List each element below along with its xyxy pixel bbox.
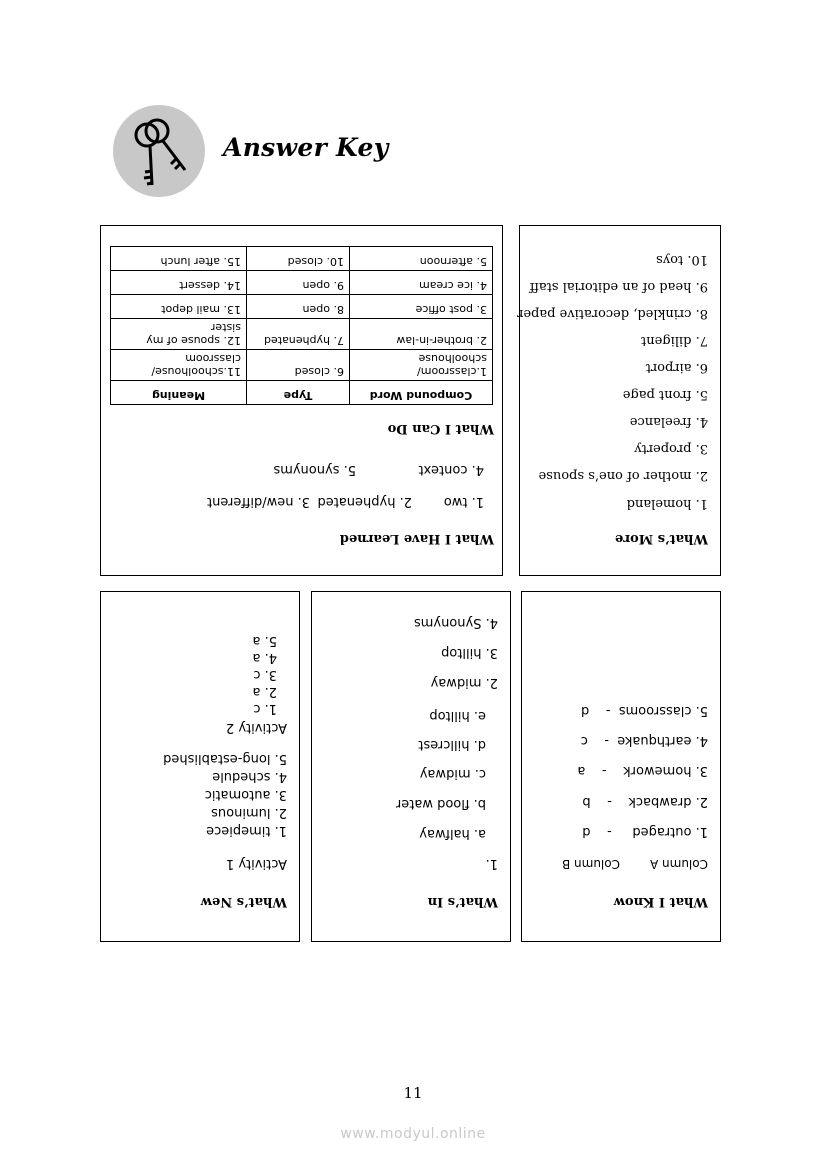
what-i-know-box xyxy=(521,591,721,942)
table-cell: 12. spouse of my sister xyxy=(111,319,247,350)
list-item: 2. drawback - b xyxy=(582,794,708,809)
list-item: 3. automatic xyxy=(204,787,287,802)
can-do-heading: What I Can Do xyxy=(387,421,494,436)
list-item: 3. homework - a xyxy=(577,763,708,778)
table-cell: 13. mail depot xyxy=(111,295,247,319)
table-row xyxy=(111,247,493,271)
keys-icon xyxy=(113,105,205,197)
list-item: 3. property xyxy=(634,441,708,456)
table-cell: 3. post office xyxy=(350,295,493,319)
table-cell: 14. dessert xyxy=(111,271,247,295)
page-number: 11 xyxy=(403,1084,423,1102)
column-b-label: Column B xyxy=(561,857,620,871)
list-item: 4. schedule xyxy=(212,769,287,784)
list-item: 2. mother of one’s spouse xyxy=(538,468,708,483)
table-header: Meaning xyxy=(111,381,247,405)
table-cell: 7. hyphenated xyxy=(247,319,350,350)
list-item: 2. midway xyxy=(430,675,498,690)
list-item: 7. diligent xyxy=(641,333,708,348)
compound-word-table xyxy=(110,246,493,405)
list-item: 3. c xyxy=(253,667,277,682)
list-item: 4. Synonyms xyxy=(413,615,498,630)
list-item: 5. a xyxy=(252,633,277,648)
table-cell: 1.classroom/ schoolhouse xyxy=(350,350,493,381)
list-item: 2. a xyxy=(252,684,277,699)
table-row xyxy=(111,350,493,381)
list-item: 3. hilltop xyxy=(441,645,498,660)
table-cell: 9. open xyxy=(247,271,350,295)
table-cell: 10. closed xyxy=(247,247,350,271)
table-cell: 2. brother-in-law xyxy=(350,319,493,350)
list-item: 5. front page xyxy=(622,387,708,402)
table-row xyxy=(111,319,493,350)
whats-new-box xyxy=(100,591,300,942)
table-cell: 8. open xyxy=(247,295,350,319)
list-item: 10. toys xyxy=(656,252,708,267)
list-item: 5. synonyms xyxy=(273,462,356,477)
list-item: 1. outraged - d xyxy=(582,824,708,839)
list-item: 5. classrooms - d xyxy=(581,703,708,718)
table-header: Type xyxy=(247,381,350,405)
whats-in-heading: What’s In xyxy=(427,894,498,909)
footer-watermark: www.modyul.online xyxy=(340,1126,486,1142)
list-item: 1. two xyxy=(443,494,484,509)
list-item: 6. airport xyxy=(645,360,708,375)
list-item: 8. crinkled, decorative paper xyxy=(517,306,708,321)
list-item: e. hilltop xyxy=(429,708,486,723)
whats-more-box xyxy=(519,225,721,576)
table-header-row xyxy=(111,381,493,405)
list-item: c. midway xyxy=(419,766,486,781)
table-cell: 15. after lunch xyxy=(111,247,247,271)
list-item: 4. context xyxy=(418,462,484,477)
whats-new-heading: What’s New xyxy=(200,894,287,909)
list-item: 5. long-established xyxy=(163,751,287,766)
table-cell: 11.schoolhouse/ classroom xyxy=(111,350,247,381)
list-item: 4. freelance xyxy=(629,414,708,429)
list-item: 4. earthquake - c xyxy=(580,733,708,748)
list-item: 1. c xyxy=(253,701,277,716)
learned-heading: What I Have Learned xyxy=(339,531,494,546)
list-item: 2. hyphenated xyxy=(317,494,412,509)
list-item: 1. xyxy=(485,856,498,871)
table-cell: 4. ice cream xyxy=(350,271,493,295)
table-cell: 6. closed xyxy=(247,350,350,381)
list-item: 2. luminous xyxy=(211,805,287,820)
list-item: 1. timepiece xyxy=(206,823,287,838)
table-row xyxy=(111,295,493,319)
activity-2-label: Activity 2 xyxy=(225,720,287,735)
list-item: d. hillcrest xyxy=(418,737,486,752)
whats-more-heading: What’s More xyxy=(614,531,708,546)
page-title: Answer Key xyxy=(223,133,389,162)
list-item: a. halfway xyxy=(419,826,486,841)
table-row xyxy=(111,271,493,295)
list-item: 3. new/different xyxy=(207,494,310,509)
what-i-know-heading: What I Know xyxy=(613,894,708,909)
list-item: 9. head of an editorial staff xyxy=(529,279,708,294)
learned-can-do-box xyxy=(100,225,503,576)
table-header: Compound Word xyxy=(350,381,493,405)
list-item: 4. a xyxy=(252,650,277,665)
table-cell: 5. afternoon xyxy=(350,247,493,271)
whats-in-box xyxy=(311,591,511,942)
keys-logo xyxy=(113,105,205,197)
activity-1-label: Activity 1 xyxy=(225,856,287,871)
column-a-label: Column A xyxy=(650,857,708,871)
list-item: b. flood water xyxy=(395,796,486,811)
list-item: 1. homeland xyxy=(626,496,708,511)
